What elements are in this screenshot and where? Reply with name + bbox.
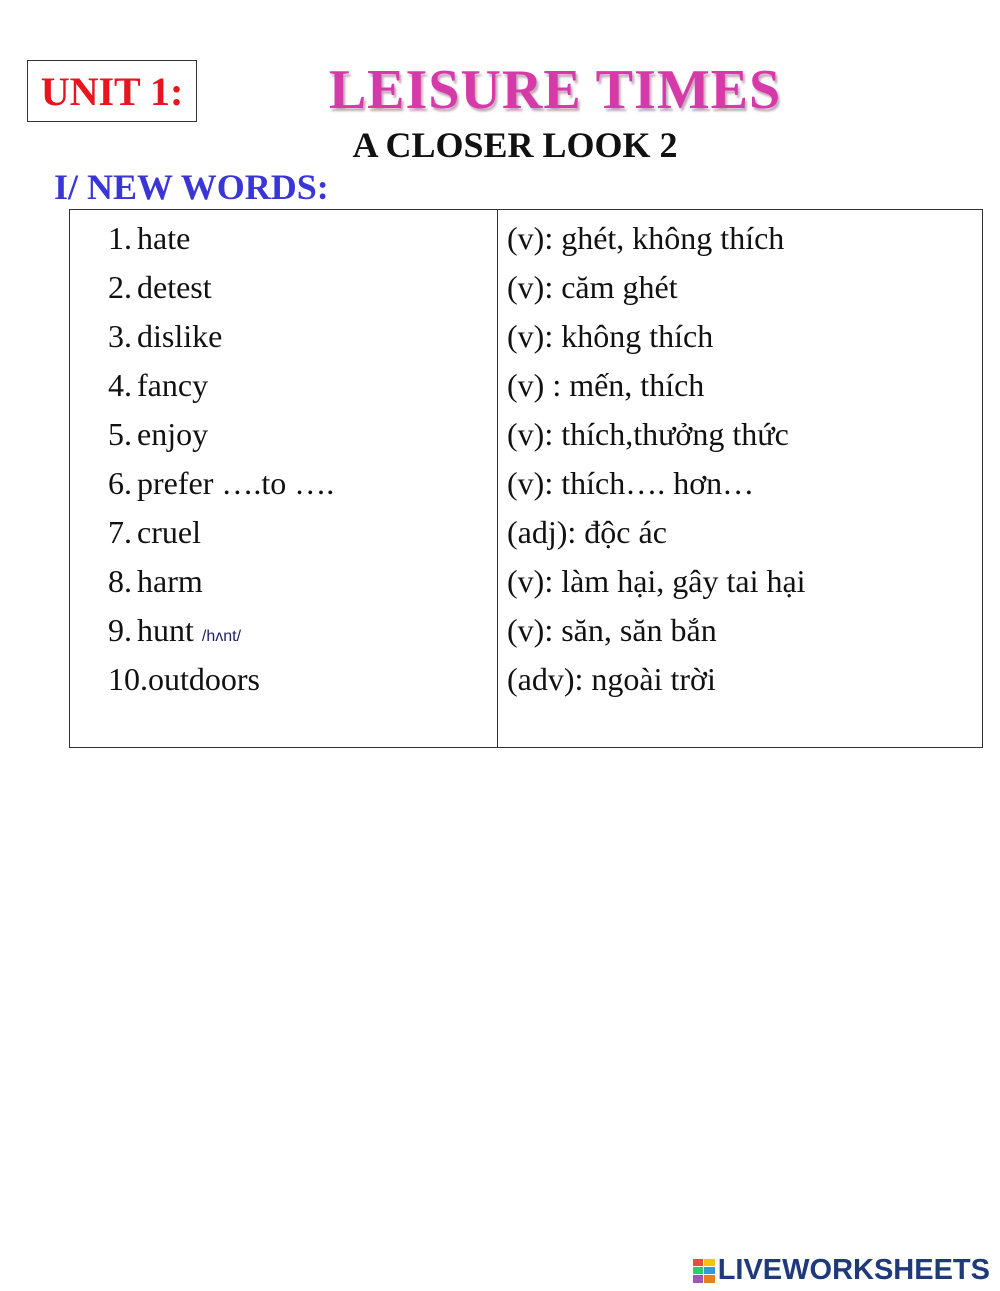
word-number: 8. bbox=[108, 563, 132, 599]
word-text: fancy bbox=[137, 367, 209, 403]
word-number: 9. bbox=[108, 612, 132, 648]
unit-label: UNIT 1: bbox=[40, 68, 184, 114]
liveworksheets-logo-icon bbox=[693, 1259, 715, 1283]
word-number: 10. bbox=[108, 661, 148, 697]
word-text: cruel bbox=[137, 514, 201, 550]
liveworksheets-logo[interactable] bbox=[693, 1254, 990, 1287]
vocabulary-word-row bbox=[70, 512, 497, 561]
vocabulary-word-row bbox=[70, 365, 497, 414]
vocabulary-meaning-row: (adj): độc ác bbox=[507, 514, 667, 550]
word-text: detest bbox=[137, 269, 212, 305]
word-text: hate bbox=[137, 220, 191, 256]
page-title: LEISURE TIMES bbox=[328, 59, 782, 121]
logo-block bbox=[704, 1267, 715, 1274]
vocabulary-meaning-row: (v): thích…. hơn… bbox=[507, 465, 755, 501]
section-heading: I/ NEW WORDS: bbox=[54, 167, 329, 207]
logo-block bbox=[704, 1259, 715, 1266]
vocabulary-meaning-row: (adv): ngoài trời bbox=[507, 661, 716, 697]
word-number: 5. bbox=[108, 416, 132, 452]
logo-block bbox=[693, 1267, 704, 1274]
vocabulary-word-row bbox=[70, 267, 497, 316]
vocabulary-word-row bbox=[70, 316, 497, 365]
vocabulary-word-row bbox=[70, 414, 497, 463]
vocabulary-word-row bbox=[70, 659, 497, 708]
liveworksheets-logo-text: LIVEWORKSHEETS bbox=[717, 1254, 990, 1286]
word-text: hunt bbox=[137, 612, 194, 648]
vocabulary-meaning-row: (v) : mến, thích bbox=[507, 367, 705, 403]
logo-block bbox=[704, 1275, 715, 1282]
logo-block bbox=[693, 1275, 704, 1282]
vocabulary-meaning-row: (v): không thích bbox=[507, 318, 714, 354]
word-number: 4. bbox=[108, 367, 132, 403]
word-text: harm bbox=[137, 563, 203, 599]
page-subtitle: A CLOSER LOOK 2 bbox=[352, 125, 678, 165]
logo-block bbox=[693, 1259, 704, 1266]
vocabulary-table bbox=[69, 209, 983, 748]
word-number: 2. bbox=[108, 269, 132, 305]
vocabulary-meaning-row: (v): làm hại, gây tai hại bbox=[507, 563, 806, 599]
word-pronunciation: /hʌnt/ bbox=[201, 628, 242, 645]
word-text: dislike bbox=[137, 318, 223, 354]
word-number: 3. bbox=[108, 318, 132, 354]
vocabulary-word-row bbox=[70, 561, 497, 610]
unit-label-box bbox=[27, 60, 197, 122]
word-number: 7. bbox=[108, 514, 132, 550]
word-text: prefer ….to …. bbox=[137, 465, 335, 501]
vocabulary-meaning-row: (v): căm ghét bbox=[507, 269, 678, 305]
vocabulary-meaning-row: (v): thích,thưởng thức bbox=[507, 416, 789, 452]
vocabulary-word-row bbox=[70, 610, 497, 659]
vocabulary-words-column bbox=[70, 210, 498, 747]
vocabulary-word-row bbox=[70, 463, 497, 512]
word-number: 1. bbox=[108, 220, 132, 256]
vocabulary-meaning-row: (v): ghét, không thích bbox=[507, 220, 785, 256]
vocabulary-word-row bbox=[70, 218, 497, 267]
vocabulary-meanings-column bbox=[498, 210, 982, 747]
word-text: enjoy bbox=[137, 416, 209, 452]
vocabulary-meaning-row: (v): săn, săn bắn bbox=[507, 612, 717, 648]
word-text: outdoors bbox=[148, 661, 260, 697]
word-number: 6. bbox=[108, 465, 132, 501]
